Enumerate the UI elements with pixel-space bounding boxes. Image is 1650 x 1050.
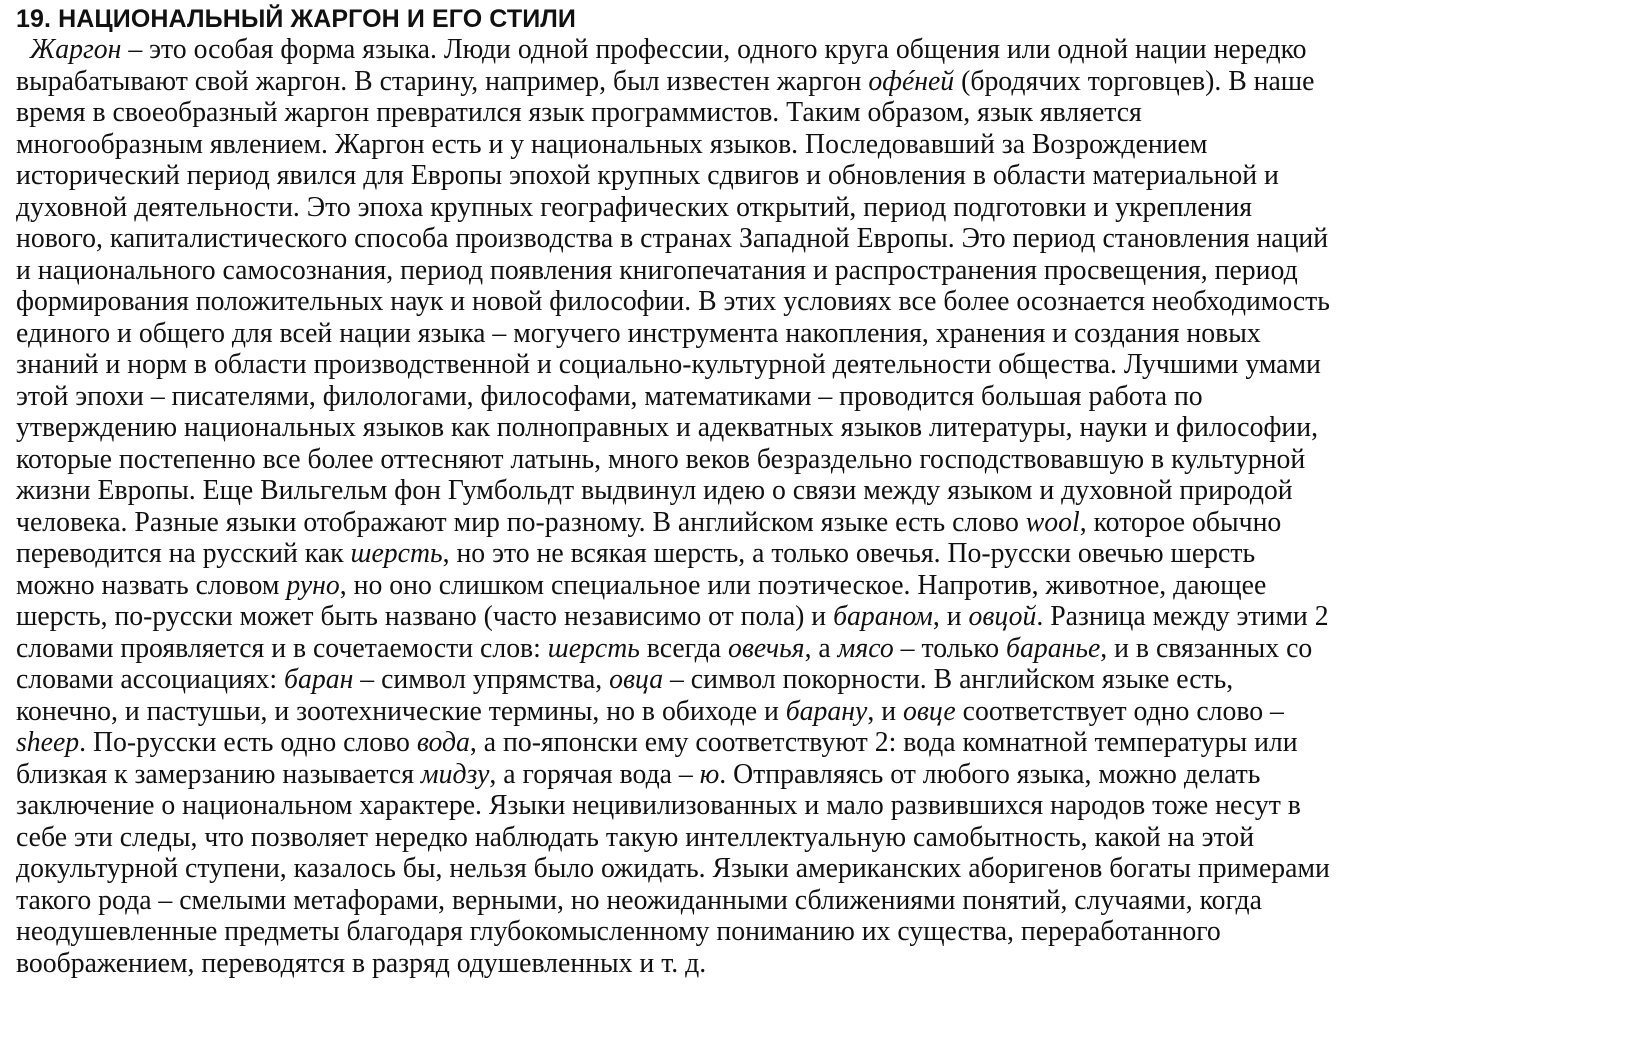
text-run: время в своеобразный жаргон превратился язык программистов. Таким образом, язык является (16, 97, 1142, 128)
text-run: – только (893, 632, 1007, 664)
italic-term: овцой (968, 601, 1037, 632)
text-run: . Отправляясь от любого языка, можно делать (719, 758, 1261, 790)
text-line (16, 192, 1632, 224)
text-run: , и (867, 695, 903, 727)
italic-term: баранье (1006, 632, 1101, 664)
text-run: и национального самосознания, период появления книгопечатания и распространения просвещения, период (16, 254, 1298, 286)
italic-term: ю (699, 758, 720, 790)
italic-term: овце (902, 695, 956, 727)
text-run: этой эпохи – писателями, филологами, философами, математиками – проводится большая работа по (16, 380, 1203, 412)
text-run: неодушевленные предметы благодаря глубокомысленному пониманию их существа, переработанного (16, 916, 1221, 947)
text-line (16, 412, 1632, 444)
text-line (16, 475, 1632, 507)
text-line (16, 822, 1632, 854)
italic-term: мясо (837, 632, 894, 664)
text-run (16, 34, 30, 65)
text-run: знаний и норм в области производственной и социально-культурной деятельности общества. Лучшими умами (16, 349, 1321, 380)
text-run: человека. Разные языки отображают мир по-разному. В английском языке есть слово (16, 506, 1026, 538)
text-line (16, 349, 1632, 381)
italic-term: офéней (868, 65, 955, 97)
text-line (16, 633, 1632, 665)
text-run: исторический период явился для Европы эпохой крупных сдвигов и обновления в области материальной и (16, 160, 1279, 191)
text-run: вырабатывают свой жаргон. В старину, например, был известен жаргон (16, 65, 869, 97)
text-run: , и (932, 601, 969, 632)
text-line (16, 507, 1632, 539)
text-run: . Разница между этими 2 (1036, 601, 1329, 632)
italic-term: вода (416, 727, 470, 758)
body-text (16, 34, 1648, 979)
text-line (16, 790, 1632, 822)
text-line (16, 727, 1632, 759)
text-line (16, 601, 1632, 633)
text-run: многообразным явлением. Жаргон есть и у национальных языков. Последовавший за Возрождением (16, 128, 1208, 160)
text-line (16, 286, 1632, 318)
text-run: нового, капиталистического способа производства в странах Западной Европы. Это период становления наций (16, 223, 1329, 254)
italic-term: бараном (833, 601, 933, 632)
text-run: , а горячая вода – (489, 758, 700, 790)
text-run: жизни Европы. Еще Вильгельм фон Гумбольдт выдвинул идею о связи между языком и духовной природой (16, 475, 1293, 506)
text-run: , но это не всякая шерсть, а только овечья. По-русски овечью шерсть (442, 538, 1256, 569)
text-run: – это особая форма языка. Люди одной профессии, одного круга общения или одной нации нередко (121, 34, 1307, 65)
text-line (16, 381, 1632, 413)
text-line (16, 444, 1632, 476)
text-run: духовной деятельности. Это эпоха крупных географических открытий, период подготовки и укрепления (16, 191, 1253, 223)
text-line (16, 916, 1632, 948)
italic-term: мидзу (420, 758, 490, 790)
text-run: , и в связанных со (1100, 632, 1313, 664)
text-line (16, 160, 1632, 192)
text-run: соответствует одно слово – (955, 695, 1284, 727)
italic-term: wool (1025, 506, 1080, 538)
text-run: заключение о национальном характере. Языки нецивилизованных и мало развившихся народов тоже несут в (16, 790, 1301, 821)
italic-term: sheep (16, 727, 80, 758)
italic-term: баран (284, 664, 354, 695)
text-line (16, 255, 1632, 287)
text-run: , которое обычно (1079, 506, 1282, 538)
text-line (16, 538, 1632, 570)
text-line (16, 885, 1632, 917)
text-run: утверждению национальных языков как полноправных и адекватных языков литературы, науки и философии, (16, 412, 1319, 443)
text-line (16, 664, 1632, 696)
italic-term: барану (785, 695, 868, 727)
text-run: словами ассоциациях: (16, 664, 285, 695)
text-run: конечно, и пастушьи, и зоотехнические термины, но в обиходе и (16, 695, 786, 727)
text-run: докультурной ступени, казалось бы, нельзя было ожидать. Языки американских аборигенов богаты примерами (16, 853, 1330, 884)
text-run: всегда (639, 632, 729, 664)
text-run: , а по-японски ему соответствуют 2: вода комнатной температуры или (469, 727, 1298, 758)
text-line (16, 696, 1632, 728)
text-run: , а (804, 632, 838, 664)
section-heading: 19. НАЦИОНАЛЬНЫЙ ЖАРГОН И ЕГО СТИЛИ (16, 5, 576, 33)
text-run: близкая к замерзанию называется (16, 758, 421, 790)
text-run: которые постепенно все более оттесняют латынь, много веков безраздельно господствовавшую в культурной (16, 443, 1306, 475)
italic-term: шерсть (350, 538, 443, 569)
text-line (16, 223, 1632, 255)
italic-term: руно (286, 569, 340, 601)
text-run: . По-русски есть одно слово (79, 727, 417, 758)
text-line (16, 97, 1632, 129)
text-run: – символ упрямства, (353, 664, 610, 695)
text-run: словами проявляется и в сочетаемости слов: (16, 632, 548, 664)
text-run: переводится на русский как (16, 538, 351, 569)
text-run: такого рода – смелыми метафорами, верными, но неожиданными сближениями понятий, случаями, когда (16, 884, 1262, 916)
text-line (16, 570, 1632, 602)
text-run: – символ покорности. В английском языке есть, (663, 664, 1234, 695)
italic-term: овечья (728, 632, 805, 664)
text-run: (бродячих торговцев). В наше (954, 65, 1315, 97)
text-run: воображением, переводятся в разряд одушевленных и т. д. (16, 947, 707, 979)
text-line (16, 34, 1632, 66)
text-line (16, 948, 1632, 980)
text-line (16, 853, 1632, 885)
text-run: можно назвать словом (16, 569, 287, 601)
italic-term: шерсть (547, 632, 640, 664)
text-run: формирования положительных наук и новой философии. В этих условиях все более осознается необходимость (16, 286, 1330, 317)
text-line (16, 759, 1632, 791)
text-run: единого и общего для всей нации языка – могучего инструмента накопления, хранения и создания новых (16, 317, 1261, 349)
text-line (16, 129, 1632, 161)
italic-term: овца (609, 664, 664, 695)
italic-term: Жаргон (29, 34, 122, 65)
text-run: , но оно слишком специальное или поэтическое. Напротив, животное, дающее (339, 569, 1267, 601)
text-run: шерсть, по-русски может быть названо (часто независимо от пола) и (16, 601, 834, 632)
text-run: себе эти следы, что позволяет нередко наблюдать такую интеллектуальную самобытность, какой на этой (16, 821, 1255, 853)
text-line (16, 318, 1632, 350)
text-line (16, 66, 1632, 98)
